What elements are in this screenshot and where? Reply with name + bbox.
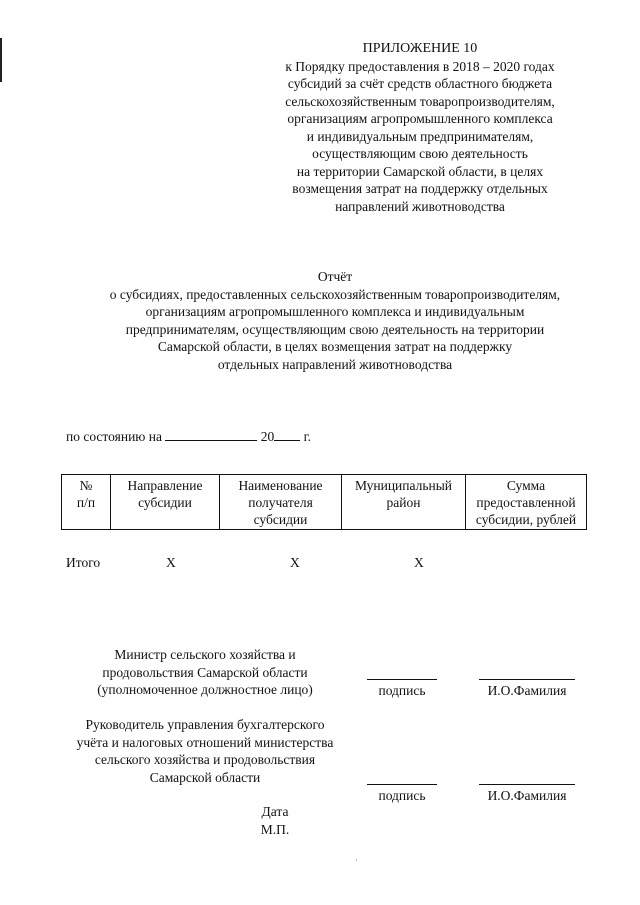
column-header-direction <box>111 475 220 530</box>
name-caption: И.О.Фамилия <box>487 788 567 803</box>
report-subtitle-line: организациям агропромышленного комплекса и индивидуальным <box>145 304 525 319</box>
total-label: Итого <box>66 555 101 570</box>
annex-line: направлений животноводства <box>335 198 505 214</box>
annex-title: ПРИЛОЖЕНИЕ 10 <box>362 41 478 56</box>
signatory-title-line: сельского хозяйства и продовольствия <box>94 752 316 767</box>
header-text: субсидии <box>253 512 308 527</box>
signatory-title-line: Руководитель управления бухгалтерского <box>85 717 325 732</box>
date-blank-field <box>165 427 257 441</box>
scan-edge-mark <box>0 38 2 82</box>
report-subtitle-line: Самарской области, в целях возмещения затрат на поддержку <box>157 339 513 354</box>
report-subtitle-line: отдельных направлений животноводства <box>217 356 453 372</box>
name-line <box>479 784 575 785</box>
total-mark: Х <box>166 555 176 570</box>
header-text: субсидии, рублей <box>475 512 577 527</box>
total-mark: Х <box>414 555 424 570</box>
scan-speck: · <box>355 855 358 865</box>
annex-line: и индивидуальным предпринимателям, <box>306 128 534 144</box>
signatory-title-line: учёта и налоговых отношений министерства <box>76 734 334 750</box>
annex-line: на территории Самарской области, в целях <box>296 163 544 179</box>
annex-line: осуществляющим свою деятельность <box>312 146 528 161</box>
annex-line: возмещения затрат на поддержку отдельных <box>292 181 548 196</box>
signatory-title-line: Самарской области <box>149 769 261 785</box>
column-header-amount <box>466 475 587 530</box>
name-caption: И.О.Фамилия <box>487 683 567 698</box>
total-mark: Х <box>290 555 300 570</box>
column-header-district <box>342 475 466 530</box>
year-prefix: 20 <box>260 429 275 444</box>
subsidy-table <box>61 474 587 530</box>
year-suffix: г. <box>303 429 311 444</box>
header-text: Муниципальный <box>354 478 453 493</box>
header-text: район <box>386 495 421 510</box>
annex-line: к Порядку предоставления в 2018 – 2020 годах <box>285 58 555 74</box>
stamp-label: М.П. <box>260 821 290 837</box>
signature-line <box>367 784 437 785</box>
report-subtitle-line: предпринимателям, осуществляющим свою деятельность на территории <box>125 321 545 337</box>
annex-line: субсидий за счёт средств областного бюджета <box>287 76 553 91</box>
accounting-head-signature-block <box>60 716 350 786</box>
header-text: предоставленной <box>476 495 576 510</box>
name-line <box>479 679 575 680</box>
column-header-recipient <box>220 475 342 530</box>
annex-header <box>250 40 590 215</box>
as-of-date-line <box>66 427 311 446</box>
header-text: № <box>79 478 93 493</box>
date-label: Дата <box>261 804 289 819</box>
annex-line: организациям агропромышленного комплекса <box>287 111 553 126</box>
header-text: Направление <box>127 478 203 493</box>
column-header-number <box>62 475 111 530</box>
header-text: Наименование <box>238 478 323 493</box>
report-title: Отчёт <box>317 269 353 284</box>
report-heading <box>40 268 630 373</box>
signatory-title-line: (уполномоченное должностное лицо) <box>97 682 313 697</box>
annex-line: сельскохозяйственным товаропроизводителям, <box>285 93 555 109</box>
signature-caption: подпись <box>378 788 426 803</box>
header-text: субсидии <box>138 495 192 510</box>
table-header-row <box>62 475 587 530</box>
date-stamp-block <box>230 803 320 838</box>
signature-line <box>367 679 437 680</box>
report-subtitle-line: о субсидиях, предоставленных сельскохозяйственным товаропроизводителям, <box>109 286 561 302</box>
minister-signature-block <box>60 646 350 699</box>
header-text: получателя <box>248 495 313 510</box>
header-text: п/п <box>76 495 96 510</box>
header-text: Сумма <box>506 478 546 493</box>
signature-caption: подпись <box>378 683 426 698</box>
year-blank-field <box>274 427 300 441</box>
signatory-title-line: продовольствия Самарской области <box>102 664 308 680</box>
signatory-title-line: Министр сельского хозяйства и <box>114 647 296 662</box>
as-of-label: по состоянию на <box>66 429 162 444</box>
